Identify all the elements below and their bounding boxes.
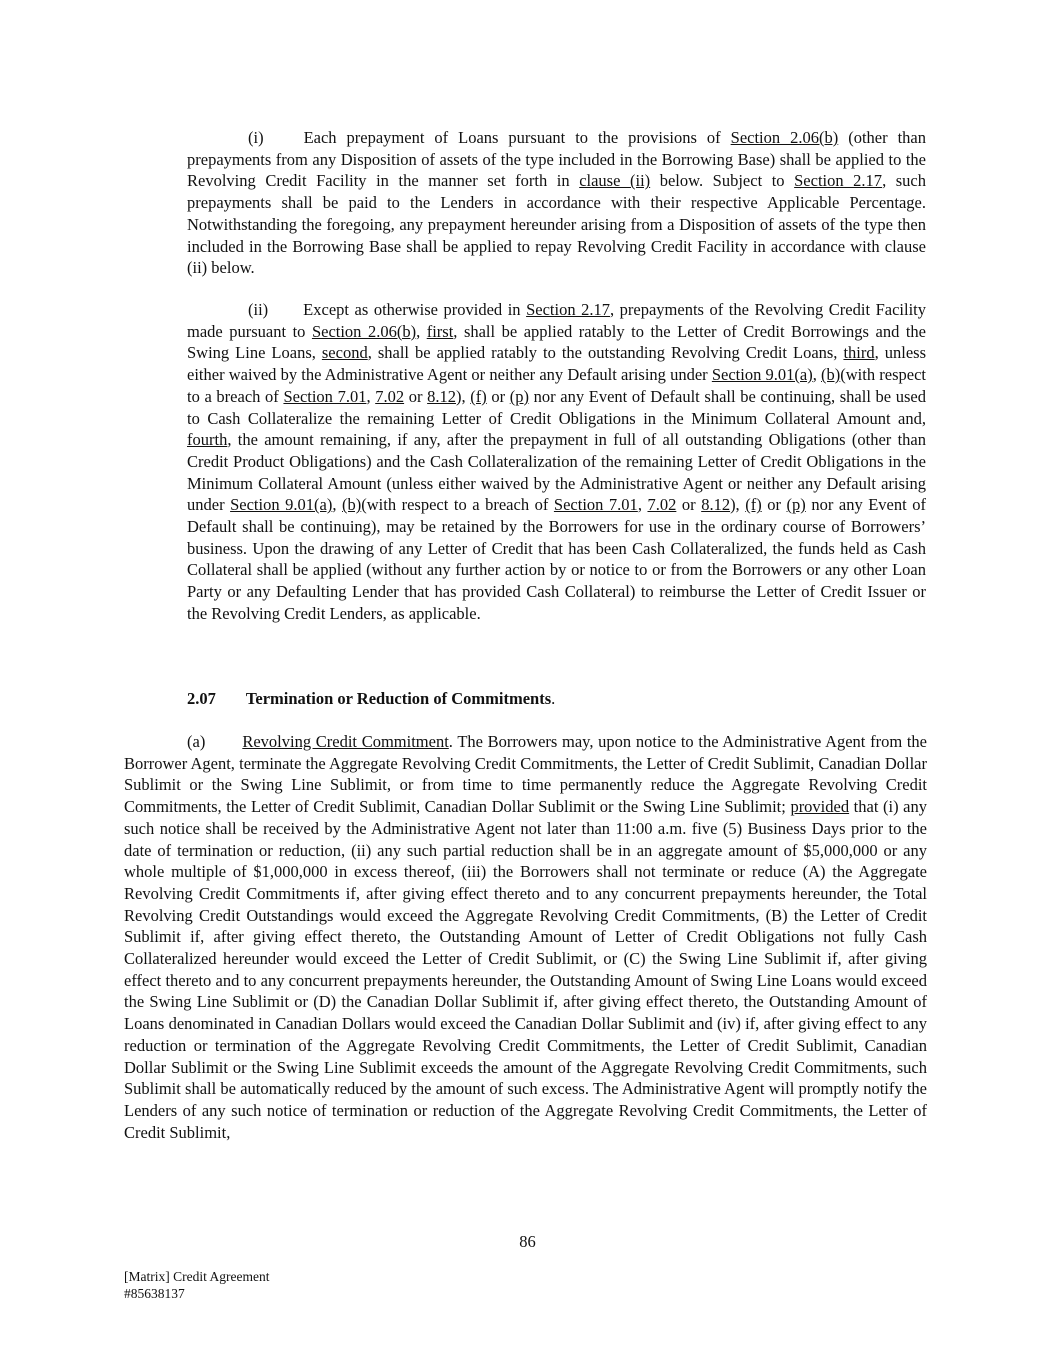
section-ref: (p) — [509, 386, 530, 406]
section-ref: (f) — [470, 386, 487, 406]
section-ref: Section 7.01 — [283, 386, 367, 406]
paragraph-i-label: (i) — [248, 128, 264, 147]
ordinal-ref: second — [321, 343, 368, 363]
ordinal-ref: fourth — [187, 430, 228, 450]
paragraph-a-label: (a) — [187, 732, 206, 751]
paragraph-ii: (ii) Except as otherwise provided in Section 2.17, prepayments of the Revolving Credit Facility made pursuant to Section 2.06(b), first, shall be applied ratably to the Letter of Credit Borrowings and the Swing Line Loans, second, shall be applied ratably to the outstanding Revolving Credit Loans, third, unless either waived by the Administrative Agent or neither any Default arising under Section 9.01(a), (b)(with respect to a breach of Section 7.01, 7.02 or 8.12), (f) or (p) nor any Event of Default shall be continuing, shall be used to Cash Collateralize the remaining Letter of Credit Obligations in the Minimum Collateral Amount and, fourth, the amount remaining, if any, after the prepayment in full of all outstanding Obligations (other than Credit Product Obligations) and the Cash Collateralization of the remaining Letter of Credit Obligations in the Minimum Collateral Amount (unless either waived by the Administrative Agent or neither any Default arising under Section 9.01(a), (b)(with respect to a breach of Section 7.01, 7.02 or 8.12), (f) or (p) nor any Event of Default shall be continuing), may be retained by the Borrowers for use in the ordinary course of Borrowers’ business. Upon the drawing of any Letter of Credit that has been Cash Collateralized, the funds held as Cash Collateral shall be applied (without any further action by or notice to or from the Borrowers or any other Loan Party or any Defaulting Lender that has provided Cash Collateral) to reimburse the Letter of Credit Issuer or the Revolving Credit Lenders, as applicable. — [187, 300, 927, 623]
section-ref: 7.02 — [647, 495, 677, 515]
section-ref: (b) — [342, 495, 362, 515]
page-number: 86 — [519, 1232, 536, 1251]
paragraph-a: (a) Revolving Credit Commitment. The Borrowers may, upon notice to the Administrative Agent from the Borrower Agent, terminate the Aggregate Revolving Credit Commitments, the Letter of Credit Sublimit, Canadian Dollar Sublimit or the Swing Line Sublimit, or from time to time permanently reduce the Aggregate Revolving Credit Commitments, the Letter of Credit Sublimit, Canadian Dollar Sublimit or the Swing Line Sublimit; provided that (i) any such notice shall be received by the Administrative Agent not later than 11:00 a.m. five (5) Business Days prior to the date of termination or reduction, (ii) any such partial reduction shall be in an aggregate amount of $5,000,000 or any whole multiple of $1,000,000 in excess thereof, (iii) the Borrowers shall not terminate or reduce (A) the Aggregate Revolving Credit Commitments if, after giving effect thereto and to any concurrent prepayments hereunder, the Total Revolving Credit Outstandings would exceed the Aggregate Revolving Credit Commitments, (B) the Letter of Credit Sublimit if, after giving effect thereto, the Outstanding Amount of Letter of Credit Obligations not fully Cash Collateralized hereunder would exceed the Letter of Credit Sublimit, or (C) the Swing Line Sublimit if, after giving effect thereto and to any concurrent prepayments hereunder, the Outstanding Amount of Swing Line Loans would exceed the Swing Line Sublimit or (D) the Canadian Dollar Sublimit if, after giving effect thereto, the Outstanding Amount of Loans denominated in Canadian Dollars would exceed the Canadian Dollar Sublimit and (iv) if, after giving effect to any reduction or termination of the Aggregate Revolving Credit Commitments, the Letter of Credit Sublimit, Canadian Dollar Sublimit or the Swing Line Sublimit exceeds the amount of the Aggregate Revolving Credit Commitments, such Sublimit shall be automatically reduced by the amount of such excess. The Administrative Agent will promptly notify the Lenders of any such notice of termination or reduction of the Aggregate Revolving Credit Commitments, the Letter of Credit Sublimit, — [124, 732, 928, 1142]
section-ref: Section 2.17 — [526, 300, 610, 319]
footer-doc-id: #85638137 — [124, 1286, 185, 1301]
section-heading: 2.07 Termination or Reduction of Commitments. — [187, 689, 556, 708]
ordinal-ref: first — [426, 321, 454, 341]
section-ref: Section 9.01(a) — [711, 365, 813, 385]
document-footer — [124, 1268, 269, 1302]
section-ref: Section 7.01 — [553, 495, 638, 515]
section-ref: Section 9.01(a) — [230, 495, 333, 515]
paragraph-ii-label: (ii) — [248, 300, 269, 319]
section-ref: Section 2.17 — [794, 171, 883, 191]
paragraph-i: (i) Each prepayment of Loans pursuant to the provisions of Section 2.06(b) (other than prepayments from any Disposition of assets of the type included in the Borrowing Base) shall be applied to the Revolving Credit Facility in the manner set forth in clause (ii) below. Subject to Section 2.17, such prepayments shall be paid to the Lenders in accordance with their respective Applicable Percentage. Notwithstanding the foregoing, any prepayment hereunder arising from a Disposition of assets of the type then included in the Borrowing Base shall be applied to repay Revolving Credit Facility in accordance with clause (ii) below. — [187, 128, 926, 278]
section-number: 2.07 — [187, 689, 216, 708]
paragraph-caption: Revolving Credit Commitment — [242, 732, 449, 751]
section-ref: (b) — [821, 365, 841, 385]
ordinal-ref: third — [843, 343, 875, 363]
section-ref: 7.02 — [375, 386, 405, 406]
section-ref: (p) — [786, 495, 806, 515]
footer-title: [Matrix] Credit Agreement — [124, 1269, 270, 1284]
section-ref: (f) — [745, 495, 762, 515]
section-ref: Section 2.06(b) — [311, 321, 417, 341]
section-ref: 8.12 — [427, 386, 456, 406]
provided-term: provided — [790, 797, 850, 817]
section-ref: Section 2.06(b) — [730, 128, 839, 147]
section-ref: 8.12 — [701, 495, 731, 515]
clause-ref: clause (ii) — [579, 171, 651, 191]
section-title: Termination or Reduction of Commitments — [245, 689, 552, 708]
